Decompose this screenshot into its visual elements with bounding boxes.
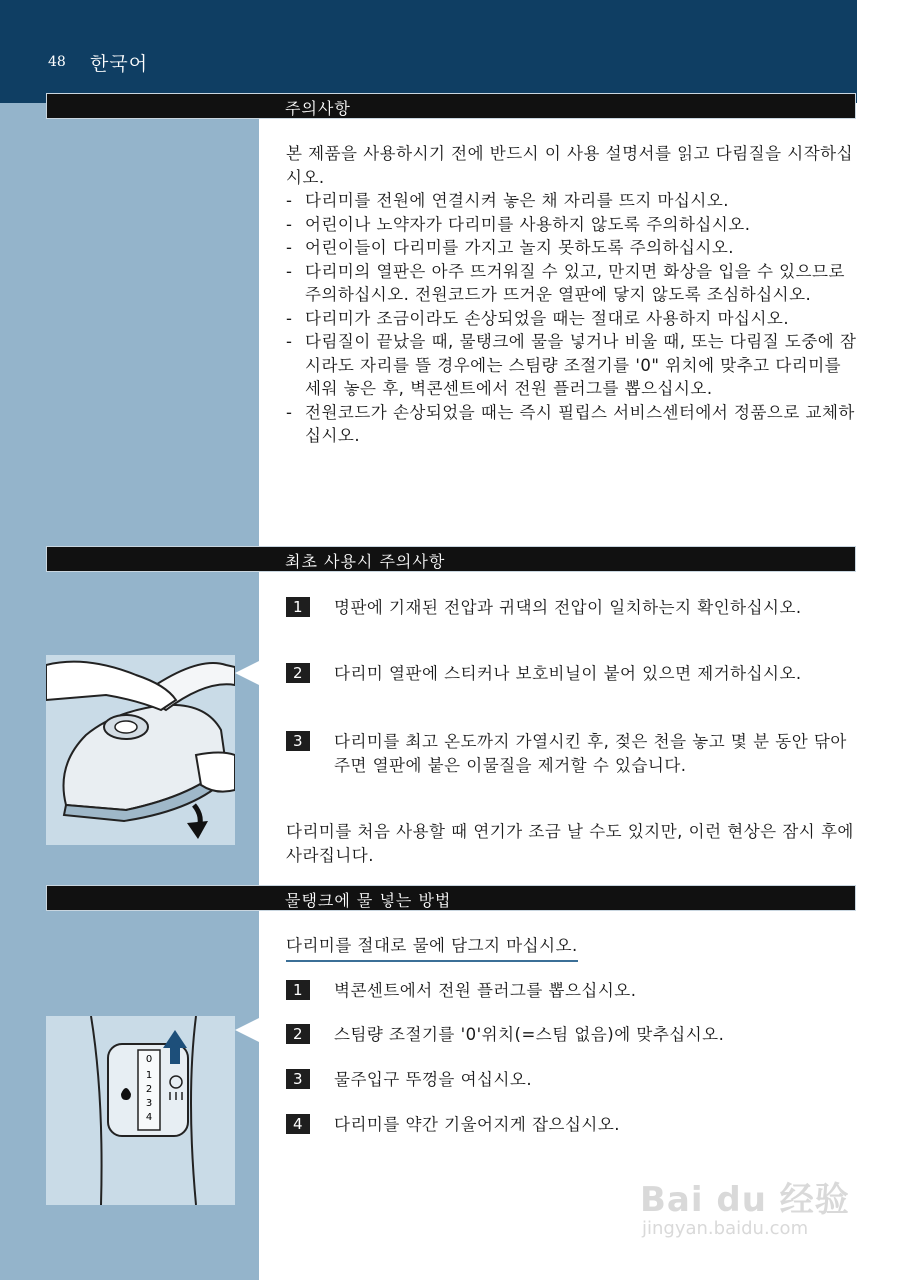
iron-wiping-illustration xyxy=(46,655,235,845)
step-text: 명판에 기재된 전압과 귀댁의 전압이 일치하는지 확인하십시오. xyxy=(334,598,802,617)
list-item: - 전원코드가 손상되었을 때는 즉시 필립스 서비스센터에서 정품으로 교체하십시오. xyxy=(286,401,858,448)
fill-water-step-1 xyxy=(286,979,858,1003)
step-text: 스팀량 조절기를 '0'위치(=스팀 없음)에 맞추십시오. xyxy=(334,1025,725,1044)
dial-label: 4 xyxy=(145,1112,153,1123)
dial-label: 3 xyxy=(145,1098,153,1109)
section-title: 물탱크에 물 넣는 방법 xyxy=(285,891,452,910)
section-title: 주의사항 xyxy=(285,99,351,118)
list-item: - 다리미가 조금이라도 손상되었을 때는 절대로 사용하지 마십시오. xyxy=(286,307,858,331)
fill-water-step-4 xyxy=(286,1113,858,1137)
watermark-url: jingyan.baidu.com xyxy=(642,1218,809,1239)
illustration-pointer xyxy=(235,1018,259,1042)
caution-list xyxy=(286,189,858,448)
fill-water-step-2 xyxy=(286,1023,858,1047)
first-use-note xyxy=(286,820,858,867)
section-title: 최초 사용시 주의사항 xyxy=(285,552,446,571)
note-text: 다리미를 처음 사용할 때 연기가 조금 날 수도 있지만, 이런 현상은 잠시 후에 사라집니다. xyxy=(286,822,854,865)
step-text: 다리미 열판에 스티커나 보호비닐이 붙어 있으면 제거하십시오. xyxy=(334,664,802,683)
step-number: 3 xyxy=(286,1069,310,1089)
dial-label: 2 xyxy=(145,1084,153,1095)
step-number: 4 xyxy=(286,1114,310,1134)
step-number: 3 xyxy=(286,731,310,751)
dial-label: 1 xyxy=(145,1070,153,1081)
caution-intro: 본 제품을 사용하시기 전에 반드시 이 사용 설명서를 읽고 다림질을 시작하십시오. xyxy=(286,144,854,187)
list-item: - 다리미를 전원에 연결시켜 놓은 채 자리를 뜨지 마십시오. xyxy=(286,189,858,213)
section-header-first-use xyxy=(46,546,856,572)
watermark-brand: Bai du 经验 xyxy=(640,1180,850,1220)
illustration-pointer xyxy=(235,661,259,685)
list-item: - 다리미의 열판은 아주 뜨거워질 수 있고, 만지면 화상을 입을 수 있으므로 주의하십시오. 전원코드가 뜨거운 열판에 닿지 않도록 조심하십시오. xyxy=(286,260,858,307)
step-number: 2 xyxy=(286,1024,310,1044)
first-use-step-1 xyxy=(286,596,858,620)
step-text: 벽콘센트에서 전원 플러그를 뽑으십시오. xyxy=(334,981,637,1000)
first-use-step-3 xyxy=(286,730,858,777)
step-text: 다리미를 최고 온도까지 가열시킨 후, 젖은 천을 놓고 몇 분 동안 닦아 주면 열판에 붙은 이물질을 제거할 수 있습니다. xyxy=(334,732,847,775)
list-item: - 어린이나 노약자가 다리미를 사용하지 않도록 주의하십시오. xyxy=(286,213,858,237)
step-number: 2 xyxy=(286,663,310,683)
fill-water-step-3 xyxy=(286,1068,858,1092)
section-header-fill-water xyxy=(46,885,856,911)
baidu-watermark xyxy=(640,1150,850,1250)
steam-dial-illustration xyxy=(46,1016,235,1205)
first-use-step-2 xyxy=(286,662,858,686)
page-number: 48 xyxy=(48,54,66,70)
section-header-caution xyxy=(46,93,856,119)
list-item: - 다림질이 끝났을 때, 물탱크에 물을 넣거나 비울 때, 또는 다림질 도중에 잠시라도 자리를 뜰 경우에는 스팀량 조절기를 '0" 위치에 맞추고 다리미를 세워 놓은 후, 벽콘센트에서 전원 플러그를 뽑으십시오. xyxy=(286,330,858,401)
step-text: 물주입구 뚜껑을 여십시오. xyxy=(334,1070,533,1089)
step-text: 다리미를 약간 기울어지게 잡으십시오. xyxy=(334,1115,621,1134)
dial-label: 0 xyxy=(145,1054,153,1065)
page-language: 한국어 xyxy=(90,53,149,75)
list-item: - 어린이들이 다리미를 가지고 놀지 못하도록 주의하십시오. xyxy=(286,236,858,260)
caution-body xyxy=(286,142,858,448)
step-number: 1 xyxy=(286,980,310,1000)
warning-text: 다리미를 절대로 물에 담그지 마십시오. xyxy=(286,932,578,962)
step-number: 1 xyxy=(286,597,310,617)
